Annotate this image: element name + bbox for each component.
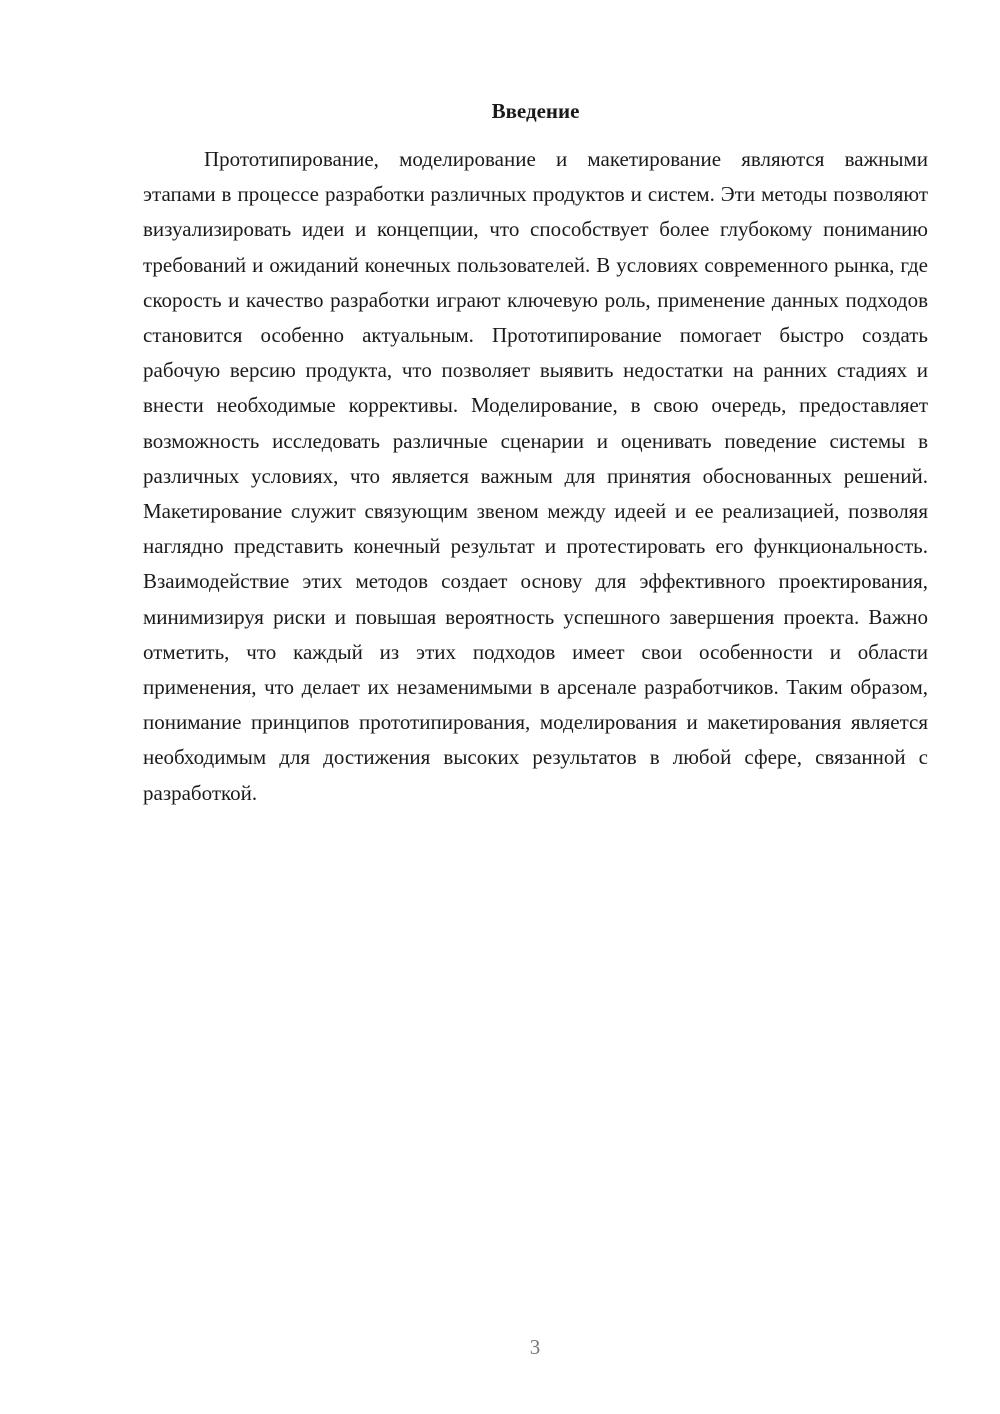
page-number: 3 [529, 1335, 541, 1359]
section-heading: Введение [491, 99, 580, 123]
body-paragraph: Прототипирование, моделирование и макетирование являются важными этапами в процессе разработки различных продуктов и систем. Эти методы позволяют визуализировать идеи и концепции, что способствует более глубокому пониманию требований и ожиданий конечных пользователей. В условиях современного рынка, где скорость и качество разработки играют ключевую роль, применение данных подходов становится особенно актуальным. Прототипирование помогает быстро создать рабочую версию продукта, что позволяет выявить недостатки на ранних стадиях и внести необходимые коррективы. Моделирование, в свою очередь, предоставляет возможность исследовать различные сценарии и оценивать поведение системы в различных условиях, что является важным для принятия обоснованных решений. Макетирование служит связующим звеном между идеей и ее реализацией, позволяя наглядно представить конечный результат и протестировать его функциональность. Взаимодействие этих методов создает основу для эффективного проектирования, минимизируя риски и повышая вероятность успешного завершения проекта. Важно отметить, что каждый из этих подходов имеет свои особенности и области применения, что делает их незаменимыми в арсенале разработчиков. Таким образом, понимание принципов прототипирования, моделирования и макетирования является необходимым для достижения высоких результатов в любой сфере, связанной с разработкой. [143, 147, 928, 805]
